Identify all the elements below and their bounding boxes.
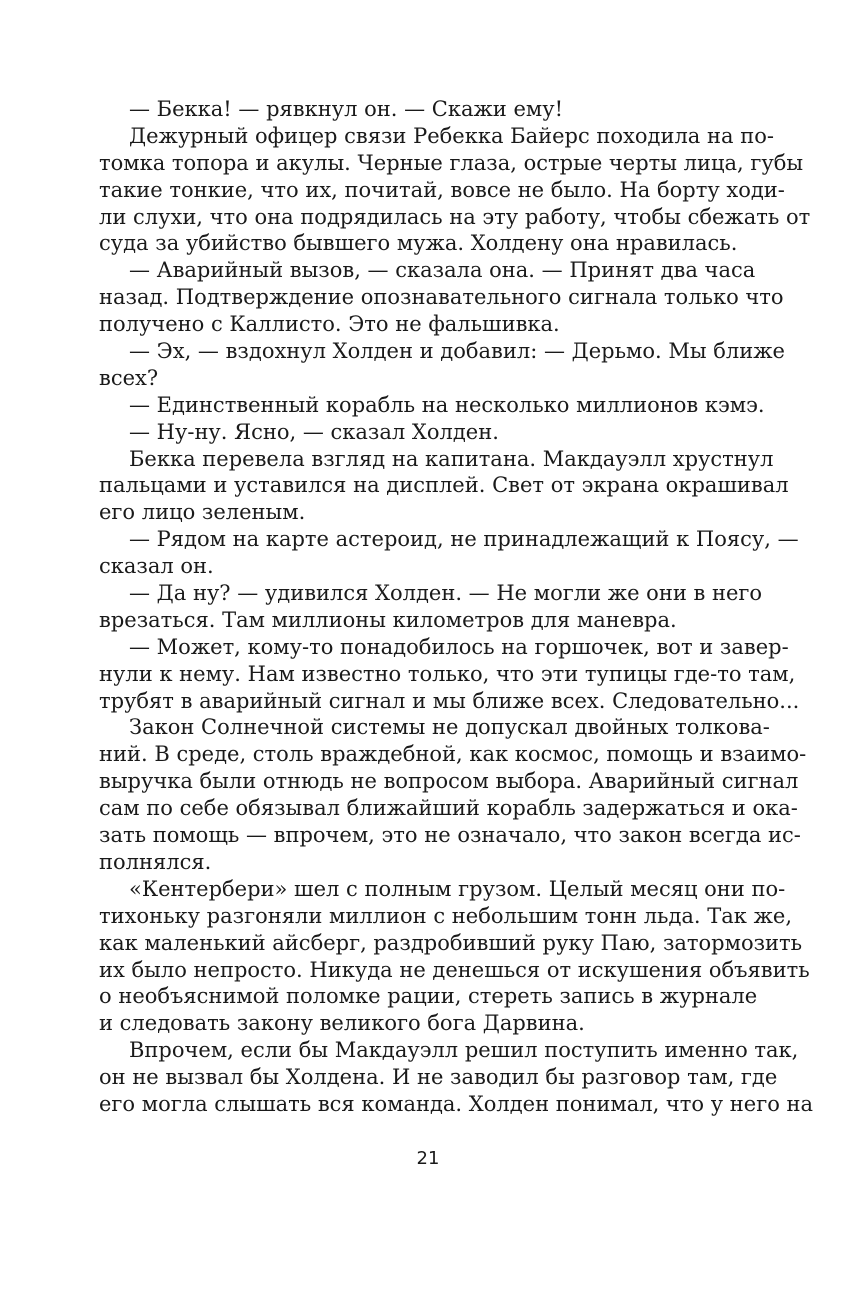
paragraph: [99, 419, 725, 446]
text-line: ний. В среде, столь враждебной, как космос, помощь и взаимо-: [99, 742, 807, 767]
text-line: Дежурный офицер связи Ребекка Байерс походила на по-: [129, 123, 774, 148]
text-line: назад. Подтверждение опознавательного сигнала только что: [99, 285, 784, 310]
text-line: Впрочем, если бы Макдауэлл решил поступить именно так,: [129, 1038, 799, 1063]
paragraph: [99, 526, 799, 580]
paragraph: [99, 338, 785, 392]
text-line: зать помощь — впрочем, это не означало, что закон всегда ис-: [99, 823, 801, 848]
paragraph: [99, 580, 763, 634]
text-line: полнялся.: [99, 849, 212, 874]
text-line: выручка были отнюдь не вопросом выбора. Аварийный сигнал: [99, 769, 799, 794]
paragraph: [99, 876, 810, 1037]
text-line: ли слухи, что она подрядилась на эту работу, чтобы сбежать от: [99, 204, 811, 229]
paragraph: [99, 634, 800, 715]
text-line: такие тонкие, что их, почитай, вовсе не было. На борту ходи-: [99, 177, 785, 202]
text-line: получено с Каллисто. Это не фальшивка.: [99, 312, 560, 337]
text-line: всех?: [99, 365, 159, 390]
text-line: томка топора и акулы. Черные глаза, острые черты лица, губы: [99, 150, 804, 175]
page-number: 21: [416, 1148, 440, 1169]
text-line: его могла слышать вся команда. Холден понимал, что у него на: [99, 1091, 814, 1116]
text-line: — Единственный корабль на несколько миллионов кэмэ.: [129, 392, 765, 417]
text-line: его лицо зеленым.: [99, 500, 306, 525]
text-line: как маленький айсберг, раздробивший руку Паю, затормозить: [99, 930, 803, 955]
paragraph: [99, 1037, 814, 1118]
text-line: сказал он.: [99, 554, 214, 579]
text-line: Закон Солнечной системы не допускал двойных толкова-: [129, 715, 770, 740]
text-line: — Ну-ну. Ясно, — сказал Холден.: [129, 419, 499, 444]
text-line: и следовать закону великого бога Дарвина.: [99, 1011, 585, 1036]
paragraph: [99, 123, 811, 257]
paragraph: [99, 257, 784, 338]
body-text: [99, 96, 814, 1118]
text-line: — Эх, — вздохнул Холден и добавил: — Дерьмо. Мы ближе: [129, 339, 785, 364]
text-line: тихоньку разгоняли миллион с небольшим тонн льда. Так же,: [99, 903, 793, 928]
text-line: трубят в аварийный сигнал и мы ближе всех. Следовательно...: [99, 688, 800, 713]
text-line: «Кентербери» шел с полным грузом. Целый месяц они по-: [129, 876, 786, 901]
text-line: Бекка перевела взгляд на капитана. Макдауэлл хрустнул: [129, 446, 774, 471]
text-line: он не вызвал бы Холдена. И не заводил бы разговор там, где: [99, 1065, 778, 1090]
paragraph: [99, 714, 807, 875]
text-line: — Бекка! — рявкнул он. — Скажи ему!: [129, 97, 564, 121]
paragraph: [99, 446, 789, 527]
text-line: нули к нему. Нам известно только, что эти тупицы где-то там,: [99, 661, 796, 686]
text-line: сам по себе обязывал ближайший корабль задержаться и ока-: [99, 796, 798, 821]
text-line: — Да ну? — удивился Холден. — Не могли же они в него: [129, 581, 763, 606]
text-line: — Рядом на карте астероид, не принадлежащий к Поясу, —: [129, 527, 799, 552]
text-line: пальцами и уставился на дисплей. Свет от экрана окрашивал: [99, 473, 789, 498]
text-line: — Может, кому-то понадобилось на горшочек, вот и завер-: [129, 634, 789, 659]
paragraph: [99, 96, 725, 123]
text-line: суда за убийство бывшего мужа. Холдену она нравилась.: [99, 231, 738, 256]
text-line: о необъяснимой поломке рации, стереть запись в журнале: [99, 984, 758, 1009]
text-line: — Аварийный вызов, — сказала она. — Принят два часа: [129, 258, 756, 283]
text-line: их было непросто. Никуда не денешься от искушения объявить: [99, 957, 810, 982]
paragraph: [99, 392, 765, 419]
text-line: врезаться. Там миллионы километров для маневра.: [99, 607, 677, 632]
